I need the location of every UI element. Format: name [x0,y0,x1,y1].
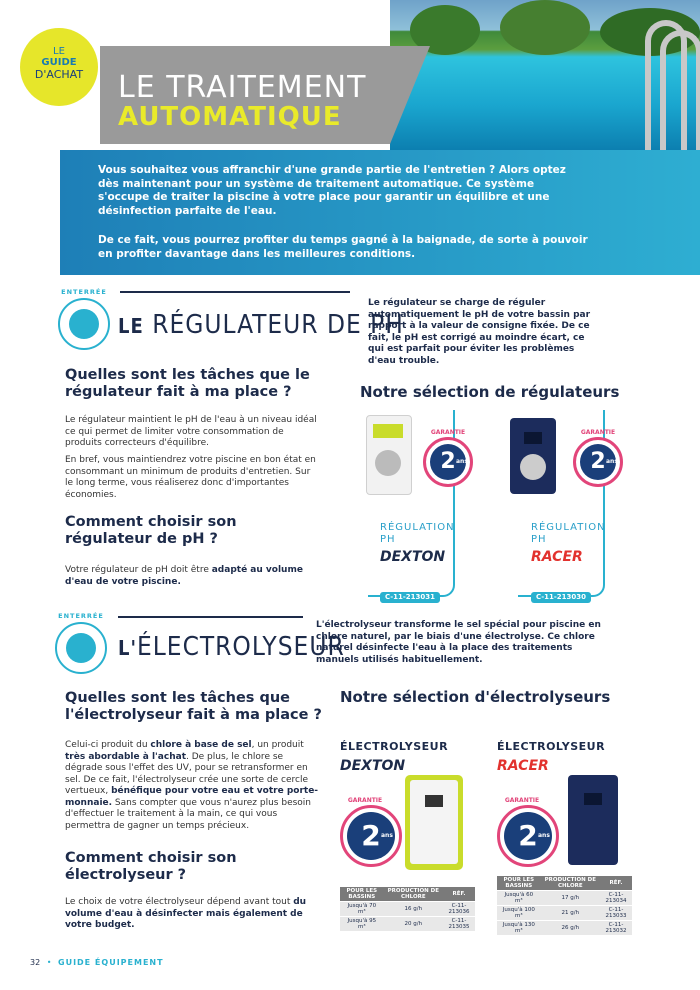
garantie-badge: GARANTIE 2 ans [423,437,473,487]
electrolyseur-note: L'électrolyseur transforme le sel spécial pour piscine en chlore naturel, par le biais d'une électrolyse. Ce chlore naturel désinfecte l'eau à la place des traitements manuels utilisés habituellement. [316,620,601,665]
brand-dexton: DEXTON [380,549,446,565]
table-row: Jusqu'à 95 m³ 20 g/h C-11-213035 [340,917,475,932]
product-type: ÉLECTROLYSEUR [497,740,606,753]
badge-le: LE [53,46,65,57]
product-type: RÉGULATION PH [380,522,455,545]
page-number: 32 [30,958,41,967]
badge-label: ENTERRÉE [61,288,107,296]
product-type: ÉLECTROLYSEUR [340,740,449,753]
badge-label: ENTERRÉE [58,612,104,620]
title-le: LE [118,314,144,338]
table-row: Jusqu'à 100 m³ 21 g/h C-11-213033 [497,906,632,921]
section-rule [120,291,350,293]
page-title-line2: AUTOMATIQUE [118,102,342,132]
electrolyseur-q2: Comment choisir son électrolyseur ? [65,850,237,883]
regulateur-p1: Le régulateur maintient le pH de l'eau à un niveau idéal ce qui permet de limiter votre consommation de produits correcteurs d'équilibre. [65,415,317,448]
title-main: ÉLECTROLYSEUR [136,632,345,662]
badge-achat: D'ACHAT [34,68,84,81]
page-title-line1: LE TRAITEMENT [118,70,367,105]
regulateur-q2: Comment choisir son régulateur de pH ? [65,514,237,547]
page-footer: 32 • GUIDE ÉQUIPEMENT [30,958,164,967]
brand-racer: RACER [531,549,583,565]
footer-title: GUIDE ÉQUIPEMENT [58,958,164,967]
guide-badge [20,28,98,106]
pool-photo [390,0,700,150]
product-ref: C-11-213030 [531,592,591,603]
regulateur-selection-title: Notre sélection de régulateurs [360,383,620,401]
spec-table-dexton: POUR LES BASSINS PRODUCTION DE CHLORE RÉF. Jusqu'à 70 m³ 16 g/h C-11-213036 Jusqu'à 95 m³ 20 g/h C-11-213035 [340,887,475,931]
badge-guide: GUIDE [41,57,77,68]
brand-dexton: DEXTON [340,758,406,774]
product-type: RÉGULATION PH [531,522,606,545]
racer-regulator-image [510,418,556,494]
regulateur-p2: En bref, vous maintiendrez votre piscine en bon état en consommant un minimum de produits d'entretien. Sur le long terme, vous réaliserez donc d'importantes économies. [65,455,316,500]
product-ref: C-11-213031 [380,592,440,603]
spec-table-racer: POUR LES BASSINS PRODUCTION DE CHLORE RÉF. Jusqu'à 60 m³ 17 g/h C-11-213034 Jusqu'à 100 m³ 21 g/h C-11-213033 Jusqu'à 130 m³ 26 g/h C-11-213032 [497,876,632,935]
brand-racer: RACER [497,758,549,774]
garantie-badge: GARANTIE 2 ans [340,805,402,867]
intro-panel [60,150,700,275]
title-main: RÉGULATEUR DE PH [152,310,404,340]
dexton-electrolyseur-image [405,775,463,870]
racer-electrolyseur-image [568,775,618,865]
electrolyseur-q1: Quelles sont les tâches que l'électrolyseur fait à ma place ? [65,690,322,723]
pool-icon [69,309,99,339]
regulateur-note: Le régulateur se charge de réguler automatiquement le pH de votre bassin par rapport à la valeur de consigne fixée. De ce fait, le pH est corrigé au moindre écart, ce qui est parfait pour éviter les problèmes d'eau trouble. [368,298,591,366]
regulateur-q1: Quelles sont les tâches que le régulateur fait à ma place ? [65,367,310,400]
electrolyseur-p2: Le choix de votre électrolyseur dépend avant tout du volume d'eau à désinfecter mais également de votre budget. [65,897,307,930]
garantie-badge: GARANTIE 2 ans [573,437,623,487]
table-row: Jusqu'à 130 m³ 26 g/h C-11-213032 [497,921,632,936]
section-title-electrolyseur [118,632,345,662]
pool-icon [66,633,96,663]
table-row: Jusqu'à 60 m³ 17 g/h C-11-213034 [497,891,632,906]
electrolyseur-p1: Celui-ci produit du chlore à base de sel, un produit très abordable à l'achat. De plus, le chlore se dégrade sous l'effet des UV, pour se retransformer en sel. De ce fait, l'électrolyseur crée une sorte de cercle vertueux, bénéfique pour votre eau et votre porte-monnaie. Sans compter que vous n'aurez plus besoin d'effectuer le traitement à la main, ce qui vous permettra de gagner un temps précieux. [65,740,319,831]
garantie-badge: GARANTIE 2 ans [497,805,559,867]
dexton-regulator-image [366,415,412,495]
intro-para1: Vous souhaitez vous affranchir d'une grande partie de l'entretien ? Alors optez dès maintenant pour un système de traitement automatique. Ce système s'occupe de traiter la piscine à votre place pour garantir un équilibre et une désinfection parfaite de l'eau. [98,164,566,217]
section-rule [118,616,303,618]
enterree-badge [58,288,110,350]
electrolyseur-selection-title: Notre sélection d'électrolyseurs [340,688,611,706]
intro-para2: De ce fait, vous pourrez profiter du temps gagné à la baignade, de sorte à pouvoir en profiter davantage dans les meilleures conditions. [98,234,588,260]
table-row: Jusqu'à 70 m³ 16 g/h C-11-213036 [340,902,475,917]
enterree-badge [55,612,107,674]
regulateur-p3: Votre régulateur de pH doit être adapté au volume d'eau de votre piscine. [65,565,303,587]
title-le: L' [118,636,137,660]
section-title-regulateur [118,310,404,340]
